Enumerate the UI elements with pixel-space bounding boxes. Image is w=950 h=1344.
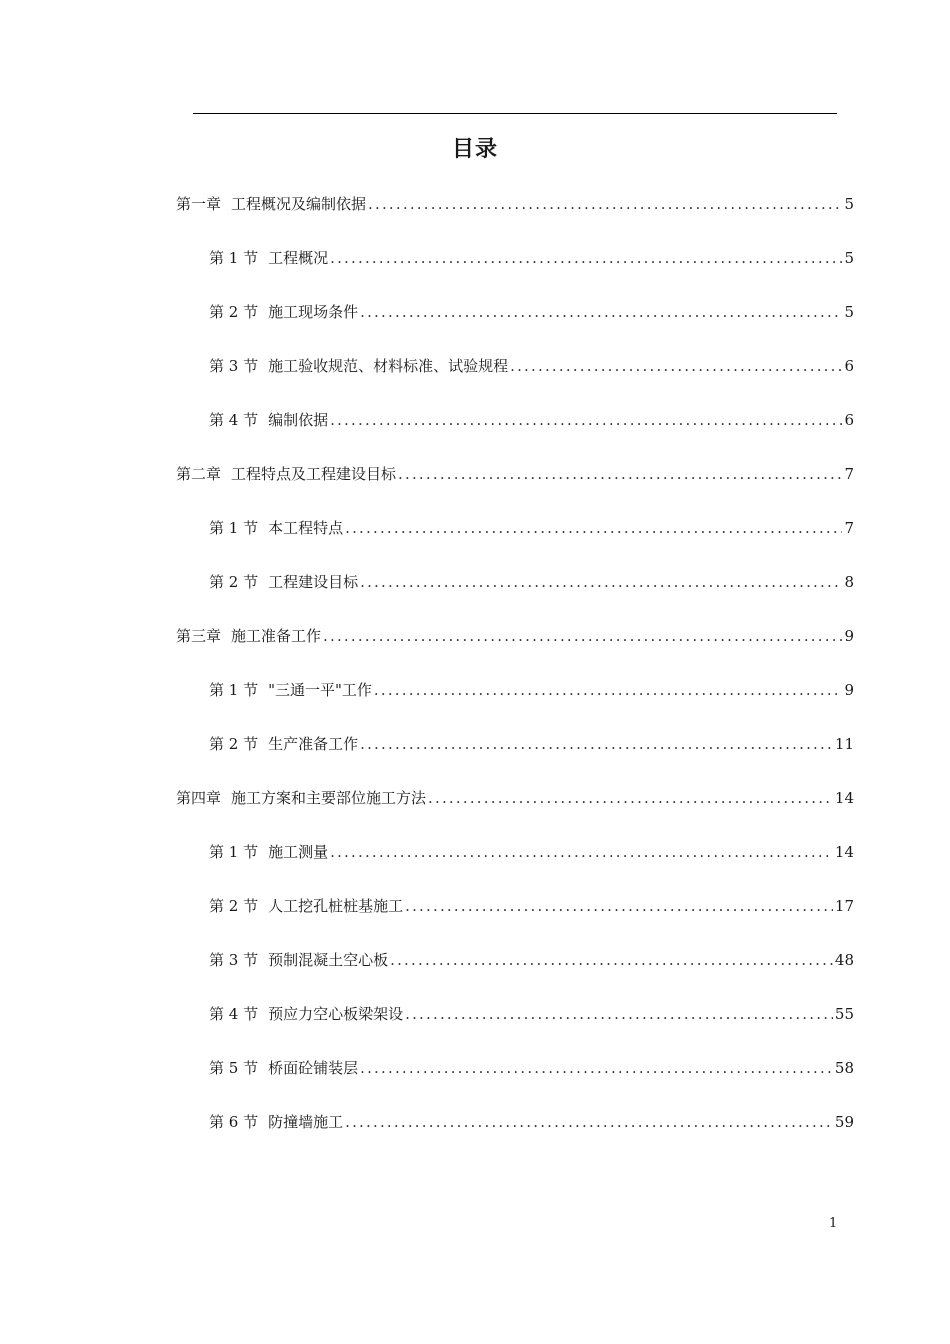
toc-dot-leader [360,302,842,322]
toc-entry-number: 第四章 [176,789,222,807]
page-number: 1 [829,1216,838,1231]
toc-dot-leader [405,1004,833,1024]
toc-dot-leader [330,248,842,268]
toc-entry-label: 工程特点及工程建设目标 [231,465,397,483]
toc-entry-label: 施工现场条件 [268,303,359,321]
toc-entry-number: 第 3 节 [209,951,259,969]
toc-entry-page: 9 [844,681,854,699]
toc-entry-label: 桥面砼铺装层 [268,1059,359,1077]
toc-entry-page: 55 [834,1005,854,1023]
toc-entry-label: 工程概况 [268,249,329,267]
toc-chapter-entry[interactable] [176,464,854,484]
toc-dot-leader [360,734,833,754]
toc-entry-label: 施工准备工作 [231,627,322,645]
toc-dot-leader [360,572,842,592]
toc-entry-label: 施工验收规范、材料标准、试验规程 [268,357,509,375]
toc-entry-number: 第三章 [176,627,222,645]
toc-section-entry[interactable] [209,950,854,970]
toc-entry-page: 14 [834,789,854,807]
toc-dot-leader [345,1112,833,1132]
toc-entry-number: 第 1 节 [209,249,259,267]
toc-dot-leader [428,788,833,808]
toc-section-entry[interactable] [209,356,854,376]
toc-title: 目录 [451,137,498,162]
toc-entry-number: 第 1 节 [209,681,259,699]
toc-chapter-entry[interactable] [176,788,854,808]
toc-dot-leader [345,518,842,538]
toc-entry-label: 工程建设目标 [268,573,359,591]
toc-section-entry[interactable] [209,410,854,430]
toc-dot-leader [374,680,843,700]
toc-entry-label: 施工测量 [268,843,329,861]
toc-section-entry[interactable] [209,248,854,268]
toc-entry-label: 人工挖孔桩桩基施工 [268,897,404,915]
toc-dot-leader [368,194,842,214]
toc-entry-number: 第 5 节 [209,1059,259,1077]
toc-dot-leader [390,950,833,970]
toc-entry-label: 本工程特点 [268,519,344,537]
toc-entry-label: 编制依据 [268,411,329,429]
toc-dot-leader [405,896,833,916]
toc-entry-number: 第 2 节 [209,735,259,753]
toc-entry-number: 第 2 节 [209,573,259,591]
toc-entry-page: 7 [844,519,854,537]
toc-entry-page: 7 [844,465,854,483]
toc-entry-page: 14 [834,843,854,861]
toc-dot-leader [330,842,833,862]
toc-entry-page: 17 [834,897,854,915]
toc-dot-leader [360,1058,833,1078]
toc-entry-label: 防撞墙施工 [268,1113,344,1131]
toc-entry-number: 第 6 节 [209,1113,259,1131]
header-rule [193,113,837,114]
toc-entry-number: 第 3 节 [209,357,259,375]
toc-section-entry[interactable] [209,572,854,592]
toc-dot-leader [323,626,842,646]
toc-section-entry[interactable] [209,896,854,916]
toc-section-entry[interactable] [209,734,854,754]
toc-entry-label: 预制混凝土空心板 [268,951,389,969]
toc-section-entry[interactable] [209,1058,854,1078]
toc-entry-label: "三通一平"工作 [268,681,372,699]
toc-entry-page: 48 [834,951,854,969]
toc-entry-page: 9 [844,627,854,645]
toc-entry-page: 6 [844,411,854,429]
toc-entry-number: 第二章 [176,465,222,483]
toc-section-entry[interactable] [209,302,854,322]
toc-section-entry[interactable] [209,1004,854,1024]
toc-entry-number: 第 4 节 [209,1005,259,1023]
toc-chapter-entry[interactable] [176,626,854,646]
toc-entry-label: 工程概况及编制依据 [231,195,367,213]
toc-entry-number: 第 2 节 [209,303,259,321]
toc-dot-leader [510,356,842,376]
toc-entry-number: 第 1 节 [209,519,259,537]
toc-entry-page: 5 [844,303,854,321]
toc-entry-number: 第 2 节 [209,897,259,915]
toc-section-entry[interactable] [209,518,854,538]
toc-entry-page: 59 [834,1113,854,1131]
toc-entry-page: 6 [844,357,854,375]
toc-entry-label: 预应力空心板梁架设 [268,1005,404,1023]
toc-section-entry[interactable] [209,1112,854,1132]
toc-entry-page: 5 [844,249,854,267]
toc-entry-page: 58 [834,1059,854,1077]
toc-chapter-entry[interactable] [176,194,854,214]
toc-entry-label: 生产准备工作 [268,735,359,753]
toc-entry-number: 第一章 [176,195,222,213]
toc-entry-page: 11 [834,735,854,753]
toc-section-entry[interactable] [209,842,854,862]
toc-dot-leader [398,464,842,484]
toc-entry-number: 第 4 节 [209,411,259,429]
toc-section-entry[interactable] [209,680,854,700]
toc-entry-page: 8 [844,573,854,591]
toc-entry-label: 施工方案和主要部位施工方法 [231,789,427,807]
toc-dot-leader [330,410,842,430]
toc-entry-page: 5 [844,195,854,213]
toc-entry-number: 第 1 节 [209,843,259,861]
